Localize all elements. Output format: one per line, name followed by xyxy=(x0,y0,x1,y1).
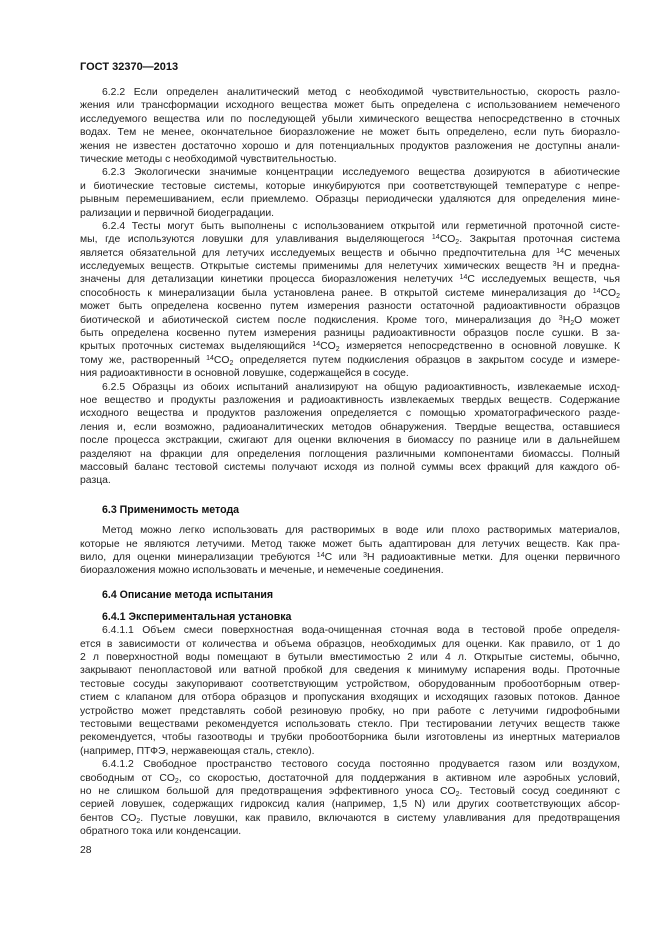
text-segment: . Закрытая проточная система xyxy=(459,234,620,246)
text-segment: H xyxy=(562,314,571,326)
subscript: 2 xyxy=(455,790,460,798)
text-line: 6.4.1.2 Свободное пространство тестового сосуда постоянно продувается газом или воздухом, xyxy=(102,759,620,771)
text-line: разца. xyxy=(80,475,111,487)
document-body xyxy=(80,86,620,838)
text-line: и биотические тестовые системы, которые инкубируются при соответствующей температуре с непре- xyxy=(80,180,620,192)
text-segment: тому же, растворенный xyxy=(80,354,207,366)
text-segment: . Пустые ловушки, как правило, включаются в систему улавливания для предотвращения xyxy=(140,812,621,824)
paragraph-6-4-1-1 xyxy=(80,624,620,758)
text-line: 2 л поверхностной воды помещают в бутыли вместимостью 2 или 4 л. Открытые системы, обычно, xyxy=(80,652,620,664)
text-segment: CO xyxy=(600,287,617,299)
superscript: 14 xyxy=(431,234,440,242)
text-segment: . Тестовый сосуд соединяют с xyxy=(459,785,620,797)
subscript: 2 xyxy=(616,292,620,300)
superscript: 14 xyxy=(312,341,321,349)
subscript: 2 xyxy=(229,359,234,367)
subscript: 2 xyxy=(455,239,460,247)
text-line: закрывают пенопластовой или ватной пробкой для сведения к минимуму испарения воды. Проточные xyxy=(80,665,620,677)
text-line: 6.2.5 Образцы из обоих испытаний анализируют на общую радиоактивность, извлекаемые исход- xyxy=(102,381,620,393)
text-line: после процесса экстракции, сжигают для оценки включения в биомассу по разнице или в дальнейшем xyxy=(80,435,620,447)
text-segment: свободным от CO xyxy=(80,772,175,784)
text-line: жения не известен достаточно хорошо и для потенциальных продуктов разложения не доступны анали- xyxy=(80,140,620,152)
text-line: водах. Тем не менее, окончательное биоразложение не может быть определено, если путь биоразло- xyxy=(80,127,620,139)
text-segment: бентов CO xyxy=(80,812,137,824)
text-segment: C меченых xyxy=(564,247,620,259)
paragraph-6-4-1-2 xyxy=(80,758,620,838)
superscript: 14 xyxy=(592,287,601,295)
text-line: может быть определена косвенно путем измерения разности остаточной радиоактивности образцов xyxy=(80,301,620,313)
text-segment: исследуемых веществ. Открытые системы применимы для нелетучих химических веществ xyxy=(80,261,553,273)
text-line: которые не являются летучими. Метод также может быть адаптирован для летучих веществ. Как пра- xyxy=(80,538,620,550)
text-line: тические методы с необходимой чувствительностью. xyxy=(80,153,337,165)
subscript: 2 xyxy=(570,319,575,327)
paragraph-6-2-3 xyxy=(80,166,620,220)
paragraph-6-2-5 xyxy=(80,381,620,488)
text-segment: вило, для оценки минерализации требуются xyxy=(80,552,317,564)
text-line: рывным перемешиванием, если приемлемо. Образцы периодически удаляются для определения мине- xyxy=(80,194,620,206)
text-line xyxy=(80,287,620,300)
text-line xyxy=(80,247,620,260)
text-line: обратного тока или конденсации. xyxy=(80,826,242,838)
paragraph-6-2-2 xyxy=(80,86,620,166)
text-line: массовый баланс тестовой системы получают исходя из полной суммы всех фракций для каждого об- xyxy=(80,461,620,473)
text-line: 6.4.1.1 Объем смеси поверхностная вода-очищенная сточная вода в тестовой пробе определя- xyxy=(102,625,620,637)
superscript: 3 xyxy=(558,314,563,322)
text-line xyxy=(80,233,620,246)
superscript: 3 xyxy=(363,552,367,560)
document-header: ГОСТ 32370—2013 xyxy=(80,61,179,73)
text-line: серией ловушек, содержащих гидроксид калия (например, 1,5 N) или других соответствующих абсор- xyxy=(80,799,620,811)
text-line: тестовыми веществами рекомендуется использовать стекло. При тестировании летучих веществ также xyxy=(80,718,620,730)
text-line xyxy=(80,354,620,367)
text-segment: мы, где используются ловушки для улавливания выделяющегося xyxy=(80,234,432,246)
text-segment: способность к минерализации была установлена ранее. В открытой системе минерализация до xyxy=(80,287,593,299)
text-line: ления и, если возможно, радиоаналитических методов обнаружения. Твердые вещества, оставшиеся xyxy=(80,421,620,433)
text-segment: H радиоактивные метки. Для оценки первичного xyxy=(366,552,621,564)
text-line: быть определена косвенно путем измерения разницы радиоактивности образцов после сушки. В за- xyxy=(80,328,620,340)
text-line: исходного вещества и продуктов разложения определяется с помощью хроматографического разде- xyxy=(80,408,620,420)
text-line: жения или трансформации исходного вещества может быть определена с использованием немеченого xyxy=(80,100,620,112)
text-line xyxy=(80,551,620,564)
text-line: 6.2.4 Тесты могут быть выполнены с использованием открытой или герметичной проточной систе- xyxy=(102,220,620,232)
text-line xyxy=(80,260,620,273)
page-number: 28 xyxy=(80,845,92,856)
text-line xyxy=(80,812,620,825)
text-line: 6.2.2 Если определен аналитический метод с необходимой чувствительностью, скорость разло- xyxy=(102,87,620,98)
text-line: (например, ПТФЭ, нержавеющая сталь, стекло). xyxy=(80,745,315,757)
text-segment: , со скоростью, достаточной для поддержания в активном иле аэробных условий, xyxy=(178,772,620,784)
text-line: тестовые сосуды закупоривают соответствующим устройством, оборудованным пробоотборным отвер- xyxy=(80,678,620,690)
text-segment: крытых проточных системах выделяющийся xyxy=(80,341,313,353)
section-heading-6-4: 6.4 Описание метода испытания xyxy=(102,589,274,602)
text-line: устройство может представлять собой резиновую пробку, но при работе с летучими гидрофобными xyxy=(80,705,620,717)
superscript: 3 xyxy=(552,261,557,269)
text-line: разделяют на фракции для определения поглощения различными компонентами биомассы. Полный xyxy=(80,448,620,460)
text-segment: CO xyxy=(213,354,230,366)
text-segment: C исследуемых веществ, чья xyxy=(467,274,620,286)
text-line xyxy=(80,772,620,785)
text-segment: CO xyxy=(320,341,336,353)
paragraph-6-2-4 xyxy=(80,220,620,381)
text-segment: значены для детализации кинетики процесса биоразложения нелетучих xyxy=(80,274,460,286)
superscript: 14 xyxy=(316,552,325,560)
text-line: биоразложения можно использовать и меченые, и немеченые соединения. xyxy=(80,565,444,577)
text-line: рекомендуется, чтобы газоотводы и трубки пробоотборника были изготовлены из инертных материалов xyxy=(80,732,620,744)
paragraph-6-3 xyxy=(80,524,620,578)
text-segment: O может xyxy=(574,314,620,326)
text-segment: C или xyxy=(324,552,364,564)
text-line: ния радиоактивности в основной ловушке, содержащейся в сосуде. xyxy=(80,368,409,380)
section-heading-6-3: 6.3 Применимость метода xyxy=(102,504,240,517)
text-line: 6.2.3 Экологически значимые концентрации исследуемого вещества дозируются в абиотические xyxy=(102,167,620,179)
superscript: 14 xyxy=(206,354,214,362)
text-segment: определяется путем подкисления образцов в закрытом сосуде и измере- xyxy=(233,354,621,366)
text-line: рализации и первичной биодеградации. xyxy=(80,207,275,219)
subscript: 2 xyxy=(174,777,179,785)
superscript: 14 xyxy=(459,274,468,282)
text-line xyxy=(80,785,620,798)
text-segment: H и предна- xyxy=(556,261,621,273)
text-segment: является обязательной для летучих исследуемых веществ и обычно предпочтительна для xyxy=(80,247,557,259)
text-segment: биотической и абиотической систем после подкисления. Кроме того, минерализация до xyxy=(80,314,559,326)
subscript: 2 xyxy=(335,346,340,354)
superscript: 14 xyxy=(556,247,565,255)
text-line: ется в зависимости от количества и объема образцов, необходимых для оценки. Как правило, от 1 до xyxy=(80,638,620,650)
text-line xyxy=(80,340,620,353)
text-line: стием с клапаном для отбора образцов и пропускания входящих и исходящих газовых потоков. Данное xyxy=(80,692,620,704)
subscript: 2 xyxy=(136,817,141,825)
text-line: исследуемого вещества или по последующей убыли химического вещества непосредственно в сточных xyxy=(80,113,620,125)
text-line: Метод можно легко использовать для растворимых в воде или плохо растворимых материалов, xyxy=(102,525,620,537)
text-line: ное вещество и продукты разложения и радиоактивность извлекаемых твердых веществ. Содержание xyxy=(80,394,620,406)
section-heading-6-4-1: 6.4.1 Экспериментальная установка xyxy=(102,610,292,623)
text-line xyxy=(80,314,620,327)
text-segment: но не слишком большой для предотвращения эффективного уноса CO xyxy=(80,785,456,797)
text-segment: измеряется непосредственно в основной ловушке. К xyxy=(339,341,620,353)
text-segment: CO xyxy=(439,234,456,246)
text-line xyxy=(80,273,620,286)
